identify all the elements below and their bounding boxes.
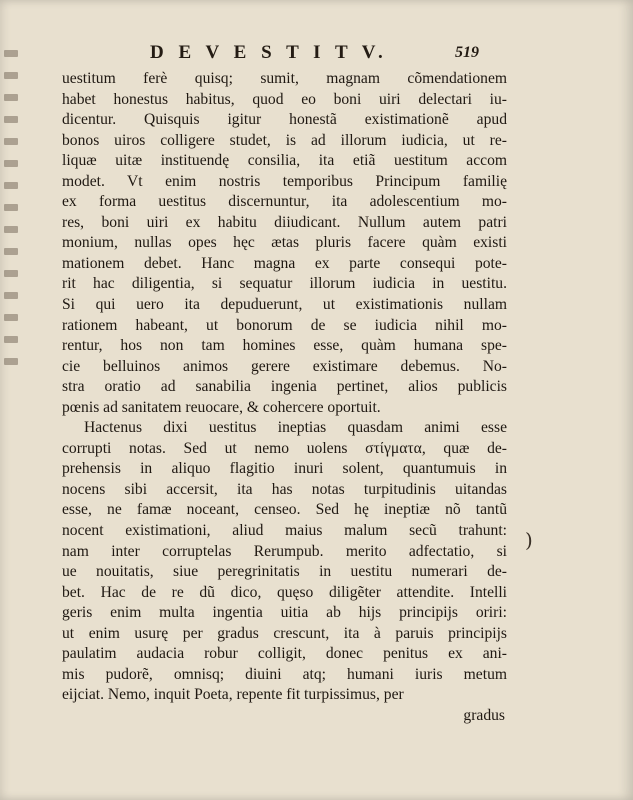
- text-line: uestitum ferè quisq; sumit, magnam cõmendationem: [62, 70, 507, 87]
- text-line: paulatim audacia robur colligit, donec penitus ex ani-: [62, 645, 507, 663]
- text-line: mis pudorẽ, omnisq; diuini atq; humani iuris metum: [62, 665, 507, 683]
- text-line: Hactenus dixi uestitus ineptias quasdam animi esse: [84, 419, 507, 437]
- text-line: ue nouitatis, siue peregrinitatis in uestitu numerari de-: [62, 563, 507, 581]
- text-line: stra oratio ad sanabilia ingenia pertinet, alios publicis: [62, 378, 507, 396]
- catchword: gradus: [463, 706, 505, 724]
- text-line: pœnis ad sanitatem reuocare, & cohercere oportuit.: [62, 398, 381, 416]
- text-line: modet. Vt enim nostris temporibus Principum familię: [62, 172, 507, 190]
- text-line: nocent existimationi, aliud maius malum secũ trahunt:: [62, 522, 507, 540]
- running-head: [0, 40, 633, 64]
- text-line: nocens sibi accersit, ita has notas turpitudinis uitandas: [62, 480, 507, 498]
- gutter-show-through: [0, 50, 30, 410]
- text-line: rentur, hos non tam homines esse, quàm humana spe-: [62, 337, 507, 355]
- text-block: [62, 69, 507, 727]
- text-line: ut enim usurę per gradus crescunt, ita à paruis principijs: [62, 624, 507, 642]
- text-line: mationem debet. Hanc magna ex parte consequi pote-: [62, 254, 507, 272]
- text-line: prehensis in aliquo flagitio inuri solent, quantumuis in: [62, 460, 507, 478]
- text-line: nam inter corruptelas Rerumpub. merito adfectatio, si: [62, 542, 507, 560]
- text-line: corrupti notas. Sed ut nemo uolens στίγματα, quæ de-: [62, 439, 507, 457]
- text-line: bet. Hac de re dũ dico, quęso diligẽter attendite. Intelli: [62, 583, 507, 601]
- text-line: geris enim multa ingentia uitia ab hijs principijs oriri:: [62, 604, 507, 622]
- text-line: dicentur. Quisquis igitur honestã existimationẽ apud: [62, 111, 507, 129]
- text-line: cie belluinos animos gerere existimare debemus. No-: [62, 357, 507, 375]
- text-line: ex forma uestitus discernuntur, ita adolescentium mo-: [62, 193, 507, 211]
- running-title: D E V E S T I T V.: [150, 42, 388, 63]
- text-line: bonos uiros colligere studet, is ad illorum iudicia, ut re-: [62, 131, 507, 149]
- text-line: res, boni uiri ex habitu diiudicant. Nullum autem patri: [62, 213, 507, 231]
- text-line: eijciat. Nemo, inquit Poeta, repente fit turpissimus, per: [62, 686, 404, 704]
- text-line: monium, nullas opes hęc ætas pluris facere quàm existi: [62, 234, 507, 252]
- text-line: rationem habeant, ut bonorum de se iudicia nihil mo-: [62, 316, 507, 334]
- text-line: Si qui uero ita depuduerunt, ut existimationis nullam: [62, 296, 507, 314]
- page-number: 519: [455, 44, 479, 61]
- text-line: liquæ uitæ instituendę consilia, ita etiã uestitum accom: [62, 152, 507, 170]
- text-line: esse, ne famæ noceant, censeo. Sed hę ineptiæ nõ tantũ: [62, 501, 507, 519]
- text-line: rit hac diligentia, si sequatur illorum iudicia in uestitu.: [62, 275, 507, 293]
- margin-mark: ): [525, 528, 533, 552]
- text-line: habet honestus habitus, quod eo boni uiri delectari iu-: [62, 90, 507, 108]
